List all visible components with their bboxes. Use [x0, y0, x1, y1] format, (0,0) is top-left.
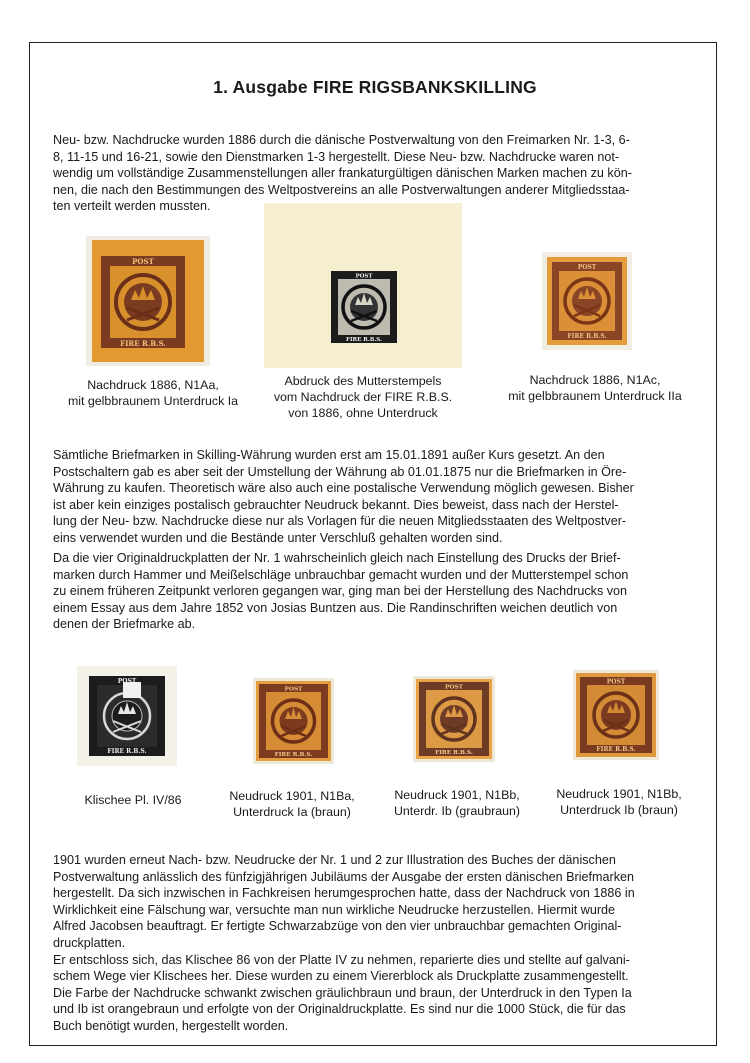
svg-text:POST: POST [117, 678, 137, 685]
caption-line: Klischee Pl. IV/86 [84, 793, 182, 807]
stamp-design-brown-icon [259, 684, 328, 758]
caption-line: Abdruck des Mutterstempels [284, 374, 442, 388]
svg-text:POST: POST [132, 257, 154, 266]
caption-line: mit gelbbraunem Unterdruck IIa [508, 389, 682, 403]
caption-n1bb-braun [534, 786, 704, 818]
stamp-design-brown-icon [101, 256, 185, 348]
svg-text:FIRE R.B.S.: FIRE R.B.S. [120, 339, 166, 348]
paragraph-line: 1901 wurden erneut Nach- bzw. Neudrucke der Nr. 1 und 2 zur Illustration des Buches der dänischen [53, 853, 616, 867]
caption-line: Neudruck 1901, N1Ba, [229, 789, 355, 803]
caption-line: Unterdr. Ib (graubraun) [393, 804, 521, 818]
caption-line: Neudruck 1901, N1Bb, [556, 787, 682, 801]
caption-line: Unterdruck Ib (braun) [560, 803, 678, 817]
caption-line: Neudruck 1901, N1Bb, [394, 788, 520, 802]
svg-text:POST: POST [284, 686, 303, 693]
paragraph-line: Postverwaltung anlässlich des fünfzigjährigen Jubiläums der Ausgabe der ersten dänischen Briefmarken [53, 869, 635, 884]
paragraph-line: schem Wege vier Klischees her. Diese wurden zu einem Viererblock als Druckplatte zusammengestellt. [53, 969, 629, 984]
svg-text:POST: POST [445, 684, 463, 691]
paragraph-line: einem Essay aus dem Jahre 1852 von Josias Buntzen aus. Die Randinschriften weichen deutlich von [53, 600, 618, 615]
paragraph-line: marken durch Hammer und Meißelschläge unbrauchbar gemacht wurden und der Mutterstempel schon [53, 567, 629, 582]
stamp-reprint-1901-n1bb-braun [573, 670, 659, 760]
paragraph-line: Er entschloss sich, das Klischee 86 von der Platte IV zu nehmen, reparierte dies und stellte auf galvani- [53, 952, 630, 967]
caption-line: vom Nachdruck der FIRE R.B.S. [273, 390, 453, 404]
svg-text:POST: POST [577, 264, 597, 271]
svg-text:POST: POST [606, 678, 626, 686]
caption-line: mit gelbbraunem Unterdruck Ia [67, 394, 239, 408]
svg-text:FIRE R.B.S.: FIRE R.B.S. [346, 337, 382, 343]
stamp-design-brown-icon [580, 677, 652, 753]
paragraph-line: Währung zu kaufen. Theoretisch wäre also auch eine postalische Verwendung möglich gewesen. Bisher [53, 481, 634, 496]
caption-line: Nachdruck 1886, N1Aa, [87, 378, 219, 392]
stamp-reprint-1886-n1ac [542, 252, 632, 350]
caption-line: Nachdruck 1886, N1Ac, [529, 373, 661, 387]
caption-cliche [48, 792, 218, 808]
stamp-design-brown-icon [419, 682, 489, 756]
paragraph-line: Buch benötigt wurden, hergestellt worden. [53, 1018, 289, 1033]
page-title: 1. Ausgabe FIRE RIGSBANKSKILLING [213, 77, 537, 97]
paragraph-currency [53, 447, 696, 547]
paragraph-line: ist aber kein einziges postalisch gebrauchter Neudruck bekannt. Dies beweist, dass nach der Herstel- [53, 497, 619, 512]
caption-n1bb-graubraun [372, 787, 542, 819]
paragraph-line: eins verwendet wurden und die Bestände unter Verschluß gehalten worden sind. [53, 530, 503, 545]
paragraph-line: Alfred Jacobsen beauftragt. Er fertigte Schwarzabzüge von den vier unbrauchbar gemachten Original- [53, 919, 622, 934]
svg-text:FIRE R.B.S.: FIRE R.B.S. [435, 750, 473, 756]
paragraph-line: lung der Neu- bzw. Nachdrucke diese nur als Vorlagen für die neuen Mitgliedsstaaten des Weltpostver- [53, 514, 627, 529]
caption-n1ba [212, 788, 372, 820]
stamp-reprint-1901-n1bb-graubraun [413, 676, 495, 762]
paragraph-line: denen der Briefmarke ab. [53, 617, 196, 632]
svg-text:POST: POST [355, 273, 373, 280]
intro-line: Neu- bzw. Nachdrucke wurden 1886 durch die dänische Postverwaltung von den Freimarken Nr. 1-3, 6- [53, 133, 630, 147]
stamp-cliche-pl-iv-86 [77, 666, 177, 766]
intro-line: nen, die nach den Bestimmungen des Weltpostvereins an alle Postverwaltungen anderer Mitgliedsstaa- [53, 182, 630, 197]
intro-line: 8, 11-15 und 16-21, sowie den Dienstmarken 1-3 hergestellt. Diese Neu- bzw. Nachdrucke waren not- [53, 149, 620, 164]
caption-line: Unterdruck Ia (braun) [233, 805, 351, 819]
stamp-design-black-icon [89, 676, 165, 756]
paragraph-line: Da die vier Originaldruckplatten der Nr. 1 wahrscheinlich gleich nach Einstellung des Drucks der Brief- [53, 551, 621, 565]
caption-line: von 1886, ohne Unterdruck [288, 406, 438, 420]
stamp-design-black-icon [331, 271, 397, 343]
svg-text:FIRE R.B.S.: FIRE R.B.S. [596, 746, 636, 753]
paragraph-line: hergestellt. Da sich inzwischen in Fachkreisen herumgesprochen hatte, dass der Nachdruck von 1886 in [53, 886, 635, 901]
paragraph-line: zu einem früheren Zeitpunkt verloren gegangen war, ging man bei der Herstellung des Nachdrucks von [53, 584, 628, 599]
paragraph-1901-reprints [53, 852, 696, 1035]
stamp-reprint-1886-n1aa [86, 236, 210, 366]
paragraph-line: Wirklichkeit eine Fälschung war, versuchte man nun wirkliche Neudrucke herzustellen. Hiermit wurde [53, 902, 616, 917]
stamp-design-brown-icon [552, 262, 622, 340]
paragraph-plates [53, 550, 696, 633]
svg-text:FIRE R.B.S.: FIRE R.B.S. [107, 748, 147, 755]
caption-n1aa [40, 377, 266, 409]
caption-n1ac [476, 372, 714, 404]
svg-text:FIRE R.B.S.: FIRE R.B.S. [274, 752, 313, 758]
svg-text:FIRE R.B.S.: FIRE R.B.S. [567, 333, 607, 340]
intro-line: ten verteilt werden mussten. [53, 199, 211, 214]
paragraph-line: Die Farbe der Nachdrucke schwankt zwischen gräulichbraun und braun, der Unterdruck in den Typen Ia [53, 985, 632, 1000]
stamp-reprint-1901-n1ba [253, 678, 334, 764]
paragraph-line: Postschaltern gab es aber seit der Umstellung der Währung ab 01.01.1875 nur die Briefmarken in Öre- [53, 464, 627, 479]
paragraph-line: druckplatten. [53, 935, 126, 950]
stamp-mother-die-proof [264, 203, 462, 368]
paragraph-line: und Ib ist orangebraun und erfolgte von der Originaldruckplatte. Es sind nur die 1000 Stück, die für das [53, 1002, 626, 1017]
intro-line: wendig um vollständige Zusammenstellungen aller frankaturgültigen dänischen Marken machen zu kön- [53, 166, 632, 181]
caption-mother-die [245, 373, 481, 421]
paragraph-line: Sämtliche Briefmarken in Skilling-Währung wurden erst am 15.01.1891 außer Kurs gesetzt. An den [53, 448, 605, 462]
